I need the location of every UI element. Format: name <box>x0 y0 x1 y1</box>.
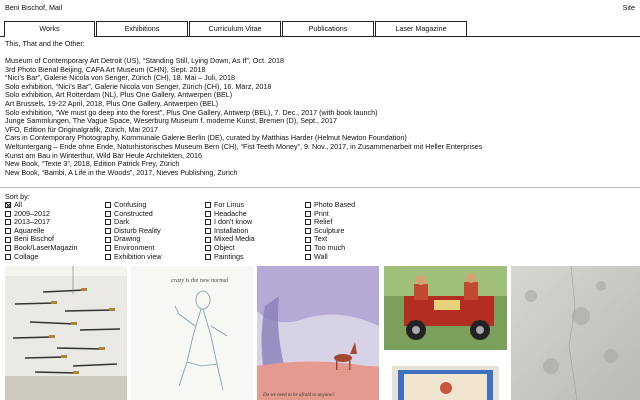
checkbox[interactable] <box>205 237 211 243</box>
site-title[interactable]: Beni Bischof, Mail <box>5 3 63 12</box>
filter-constructed[interactable]: Constructed <box>105 210 205 219</box>
filter-paintings[interactable]: Paintings <box>205 253 305 262</box>
work-thumbnail-grid <box>0 266 640 400</box>
filter-too-much[interactable]: Too much <box>305 244 405 253</box>
checkbox[interactable] <box>305 254 311 260</box>
site-link[interactable]: Site <box>622 3 635 12</box>
filter-drawing[interactable]: Drawing <box>105 235 205 244</box>
filter-exhibition-view[interactable]: Exhibition view <box>105 253 205 262</box>
checkbox[interactable] <box>5 245 11 251</box>
framed-painting-image <box>392 366 499 400</box>
filter-i-dont-know[interactable]: I don't know <box>205 218 305 227</box>
filter-book-lasermagazin[interactable]: Book/LaserMagazin <box>5 244 105 253</box>
checkbox[interactable] <box>105 254 111 260</box>
sort-label: Sort by: <box>5 192 30 201</box>
checkbox[interactable] <box>205 219 211 225</box>
filter-dark[interactable]: Dark <box>105 218 205 227</box>
painting-image <box>257 266 379 400</box>
filter-relief[interactable]: Relief <box>305 218 405 227</box>
filter-aquarelle[interactable]: Aquarelle <box>5 227 105 236</box>
filter-for-linus[interactable]: For Linus <box>205 201 305 210</box>
filter-wall[interactable]: Wall <box>305 253 405 262</box>
checkbox[interactable] <box>105 202 111 208</box>
installation-image <box>5 266 127 400</box>
thumbnail-installation[interactable] <box>5 266 127 400</box>
filter-confusing[interactable]: Confusing <box>105 201 205 210</box>
tab-works[interactable]: Works <box>4 21 95 37</box>
checkbox[interactable] <box>5 202 11 208</box>
filter-object[interactable]: Object <box>205 244 305 253</box>
event-item: New Book, “Bambi, A Life in the Woods”, 2017, Nieves Publishing, Zurich <box>5 167 238 177</box>
event-item: Solo exhibition, “Nici’s Bar”, Galerie Nicola von Senger, Zürich (CH), 16. März, 2018 <box>5 81 272 91</box>
event-item: 3rd Photo Bienal Beijing, CAFA Art Museum (CHN), Sept. 2018 <box>5 64 206 74</box>
event-item: VFO, Edition für Originalgrafik, Zürich, Mai 2017 <box>5 124 158 134</box>
filter-column <box>5 201 105 261</box>
drawing-image <box>131 266 253 400</box>
thumbnail-wall[interactable] <box>511 266 640 400</box>
tab-publications[interactable]: Publications <box>282 21 374 36</box>
event-item: Kunst am Bau in Winterthur, Wild Bär Heule Architekten, 2016 <box>5 150 202 160</box>
checkbox[interactable] <box>205 211 211 217</box>
event-item: “Nici’s Bar”, Galerie Nicola von Senger, Zürich (CH), 18. Mai – Juli, 2018 <box>5 73 235 83</box>
checkbox[interactable] <box>305 219 311 225</box>
checkbox[interactable] <box>105 237 111 243</box>
filter-beni-bischof[interactable]: Beni Bischof <box>5 235 105 244</box>
checkbox[interactable] <box>205 245 211 251</box>
checkbox[interactable] <box>105 245 111 251</box>
checkbox[interactable] <box>305 237 311 243</box>
checkbox[interactable] <box>205 254 211 260</box>
filter-sculpture[interactable]: Sculpture <box>305 227 405 236</box>
filter-headache[interactable]: Headache <box>205 210 305 219</box>
event-item: Junge Sammlungen, The Vague Space, Weserburg Museum f. moderne Kunst, Bremen (D), Sept., 2017 <box>5 116 337 126</box>
event-item: Cars in Contemporary Photography, Kommunale Galerie Berlin (DE), curated by Matthias Harder (Helmut Newton Foundation) <box>5 133 407 143</box>
tab-bar <box>0 21 640 37</box>
thumbnail-drawing[interactable] <box>131 266 253 400</box>
filter-collage[interactable]: Collage <box>5 253 105 262</box>
filter-column <box>305 201 405 261</box>
checkbox[interactable] <box>105 228 111 234</box>
filter-installation[interactable]: Installation <box>205 227 305 236</box>
checkbox[interactable] <box>5 219 11 225</box>
checkbox[interactable] <box>205 228 211 234</box>
filter-2013-2017[interactable]: 2013–2017 <box>5 218 105 227</box>
event-item: Solo exhibition, Art Rotterdam (NL), Plus One Gallery, Antwerpen (BEL) <box>5 90 233 100</box>
tab-curriculum-vitae[interactable]: Curriculum Vitae <box>189 21 281 36</box>
event-item: Solo exhibition, “We must go deep into the forest”, Plus One Gallery, Antwerp (BEL), 7. Dec., 2017 (with book launch) <box>5 107 378 117</box>
filter-environment[interactable]: Environment <box>105 244 205 253</box>
checkbox[interactable] <box>305 245 311 251</box>
checkbox[interactable] <box>305 202 311 208</box>
filter-disturb-reality[interactable]: Disturb Reality <box>105 227 205 236</box>
filter-mixed-media[interactable]: Mixed Media <box>205 235 305 244</box>
wall-image <box>511 266 640 400</box>
filter-text[interactable]: Text <box>305 235 405 244</box>
checkbox[interactable] <box>205 202 211 208</box>
top-bar <box>0 0 640 18</box>
event-item: New Book, “Texte 3”, 2018, Edition Patrick Frey, Zürich <box>5 159 180 169</box>
intro-heading: This, That and the Other: <box>5 39 85 48</box>
event-list <box>5 57 635 177</box>
checkbox[interactable] <box>5 237 11 243</box>
checkbox[interactable] <box>305 228 311 234</box>
section-divider <box>0 187 640 188</box>
checkbox[interactable] <box>105 211 111 217</box>
filter-column <box>205 201 305 261</box>
checkbox[interactable] <box>105 219 111 225</box>
filter-photo-based[interactable]: Photo Based <box>305 201 405 210</box>
tab-laser-magazine[interactable]: Laser Magazine <box>375 21 467 36</box>
checkbox[interactable] <box>5 254 11 260</box>
drawing-caption: crazy is the new normal <box>171 278 229 284</box>
painting-caption: Do we need to be afraid to anyone? <box>263 393 335 398</box>
car-collage-image <box>384 266 507 350</box>
thumbnail-painting[interactable] <box>257 266 379 400</box>
checkbox[interactable] <box>5 211 11 217</box>
checkbox[interactable] <box>305 211 311 217</box>
event-item: Museum of Contemporary Art Detroit (US), “Standing Still, Lying Down, As If”, Oct. 2018 <box>5 56 284 65</box>
filter-print[interactable]: Print <box>305 210 405 219</box>
thumbnail-painting-frame[interactable] <box>392 366 499 400</box>
filter-2009-2012[interactable]: 2009–2012 <box>5 210 105 219</box>
filter-column <box>105 201 205 261</box>
event-item: Weltuntergang – Ende ohne Ende, Naturhistorisches Museum Bern (CH), “Fist Teeth Money”, 9. Nov., 2017, in Zusammenarbeit mit Heller Enterprises <box>5 141 483 151</box>
thumbnail-car-collage[interactable] <box>384 266 507 350</box>
event-item: Art Brussels, 19-22 April, 2018, Plus One Gallery, Antwerpen (BEL) <box>5 98 219 108</box>
checkbox[interactable] <box>5 228 11 234</box>
filter-all[interactable]: All <box>5 201 105 210</box>
tab-exhibitions[interactable]: Exhibitions <box>96 21 188 36</box>
